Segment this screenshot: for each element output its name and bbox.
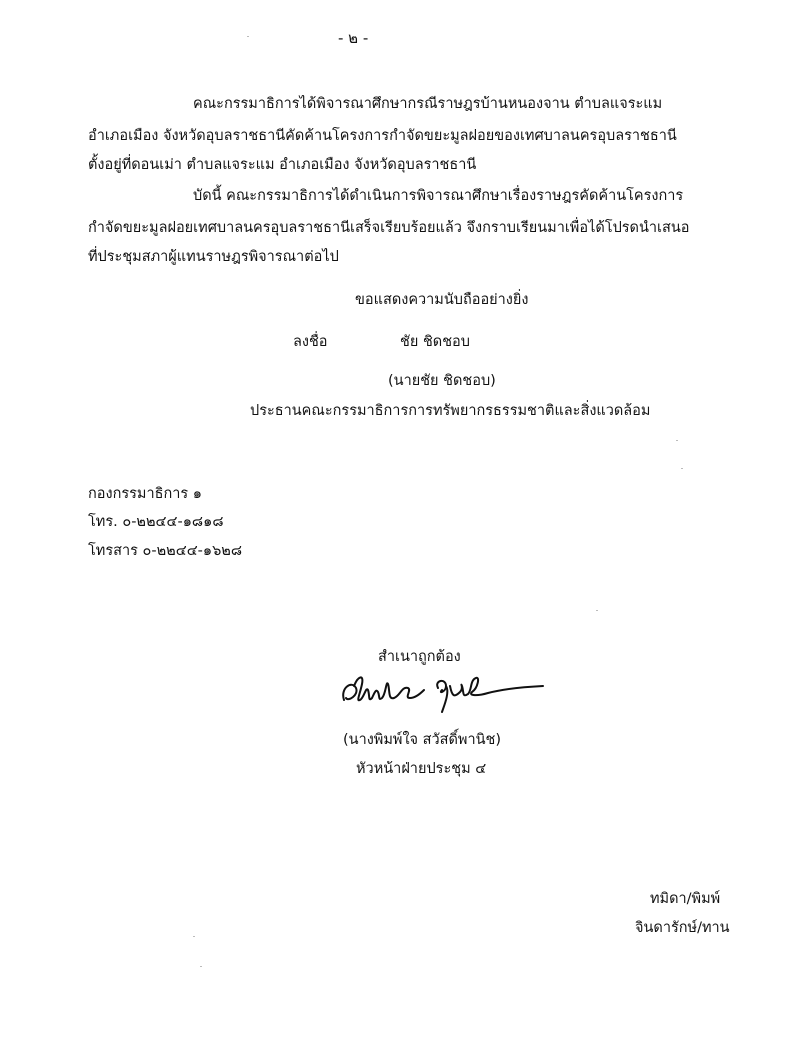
certifier-title: หัวหน้าฝ่ายประชุม ๔ [356, 761, 487, 777]
scan-speck [193, 936, 195, 937]
certifier-name: (นางพิมพ์ใจ สวัสดิ์พานิช) [343, 732, 502, 748]
signer-full-name: (นายชัย ชิดชอบ) [388, 373, 496, 389]
paragraph-1-line-2: อำเภอเมือง จังหวัดอุบลราชธานีคัดค้านโครงการกำจัดขยะมูลฝอยของเทศบาลนครอุบลราชธานี [88, 128, 677, 144]
signed-name: ชัย ชิดชอบ [400, 334, 470, 350]
paragraph-1-line-1: คณะกรรมาธิการได้พิจารณาศึกษากรณีราษฎรบ้านหนองจาน ตำบลแจระแม [193, 96, 663, 112]
page-number: - ๒ - [338, 29, 369, 47]
fax-number: โทรสาร ๐-๒๒๔๔-๑๖๒๘ [88, 543, 243, 559]
scan-speck [247, 36, 249, 37]
paragraph-2-line-2: กำจัดขยะมูลฝอยเทศบาลนครอุบลราชธานีเสร็จเรียบร้อยแล้ว จึงกราบเรียนมาเพื่อได้โปรดนำเสนอ [88, 220, 690, 236]
closing-salutation: ขอแสดงความนับถืออย่างยิ่ง [355, 292, 529, 308]
scan-speck [681, 468, 683, 469]
paragraph-2-line-3: ที่ประชุมสภาผู้แทนราษฎรพิจารณาต่อไป [88, 249, 339, 265]
certified-copy-label: สำเนาถูกต้อง [378, 649, 461, 665]
paragraph-2-line-1: บัดนี้ คณะกรรมาธิการได้ดำเนินการพิจารณาศึกษาเรื่องราษฎรคัดค้านโครงการ [193, 188, 684, 204]
paragraph-1-line-3: ตั้งอยู่ที่ดอนเม่า ตำบลแจระแม อำเภอเมือง จังหวัดอุบลราชธานี [88, 157, 477, 173]
telephone: โทร. ๐-๒๒๔๔-๑๘๑๘ [88, 514, 224, 530]
signature-prefix: ลงชื่อ [293, 334, 328, 350]
scan-speck [676, 440, 678, 441]
scan-speck [596, 610, 598, 611]
department: กองกรรมาธิการ ๑ [88, 486, 202, 502]
scan-speck [200, 966, 202, 967]
signer-title: ประธานคณะกรรมาธิการการทรัพยากรธรรมชาติและสิ่งแวดล้อม [250, 403, 651, 419]
handwritten-signature [338, 666, 548, 716]
typist-line-1: ทมิดา/พิมพ์ [650, 891, 721, 907]
typist-line-2: จินดารักษ์/ทาน [635, 920, 730, 936]
